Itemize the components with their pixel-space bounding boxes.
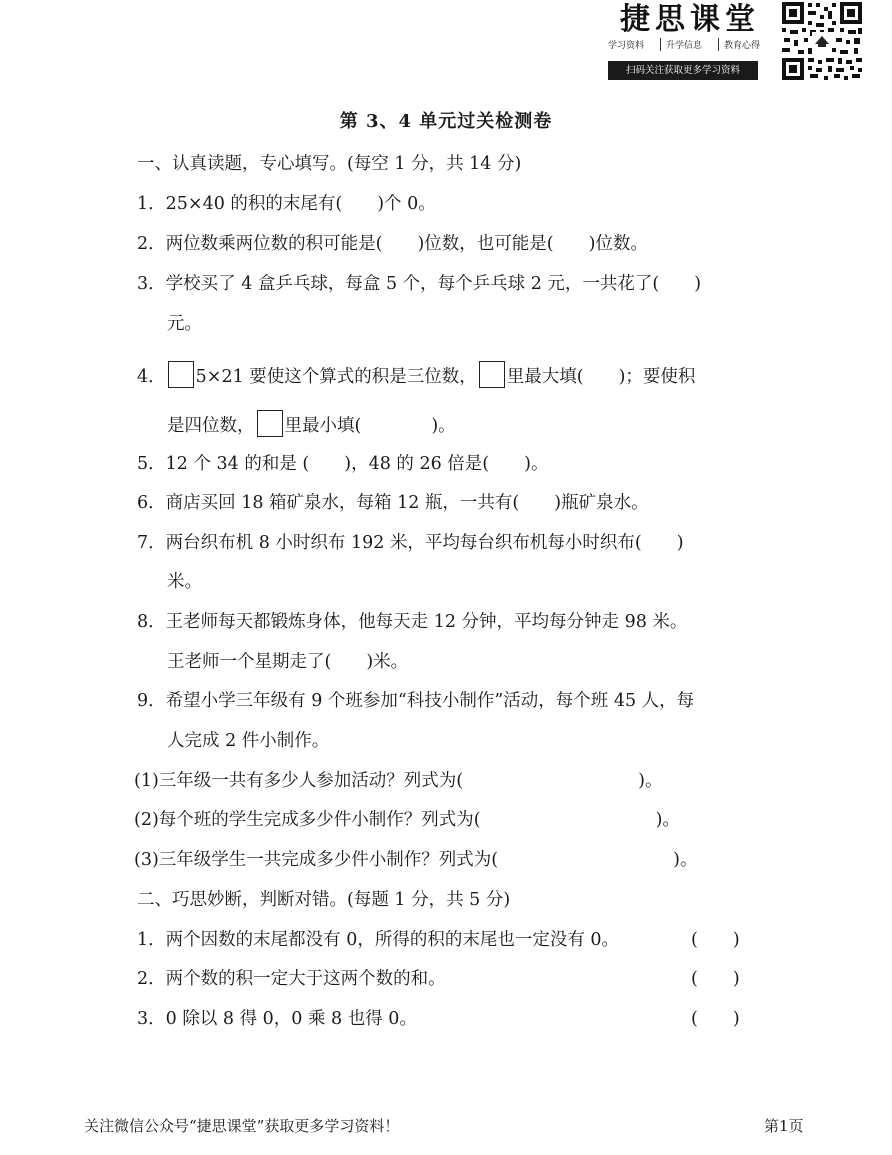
question-number: 5． <box>137 454 166 474</box>
qr-code-icon[interactable] <box>780 0 864 82</box>
question-text: 25×40 的积的末尾有( )个 0。 <box>165 194 436 214</box>
question-text: 两个因数的末尾都没有 0，所得的积的末尾也一定没有 0。 <box>165 930 620 950</box>
page-number: 第1页 <box>764 1117 804 1135</box>
question-7 <box>137 531 684 555</box>
question-text: 两个数的积一定大于这两个数的和。 <box>165 969 446 989</box>
question-5 <box>137 452 548 476</box>
question-9-sub-3: (3)三年级学生一共完成多少件小制作？列式为( )。 <box>134 850 698 870</box>
tag-education-tips: 教育心得 <box>718 38 760 51</box>
question-number: 2． <box>137 969 166 989</box>
judge-item-3 <box>137 1007 417 1031</box>
blank-box[interactable] <box>168 361 194 388</box>
question-text-b: 里最大填( )；要使积 <box>506 367 696 387</box>
question-number: 4． <box>137 367 166 387</box>
question-number: 2． <box>137 234 166 254</box>
section2-heading: 二、巧思妙断，判断对错。(每题 1 分，共 5 分) <box>137 890 511 910</box>
answer-paren[interactable]: ( ) <box>691 969 740 989</box>
question-4 <box>137 361 695 389</box>
question-text: 0 除以 8 得 0，0 乘 8 也得 0。 <box>165 1009 417 1029</box>
question-number: 7． <box>137 533 166 553</box>
question-text-a: 5×21 要使这个算式的积是三位数， <box>195 367 477 387</box>
question-text: 商店买回 18 箱矿泉水，每箱 12 瓶，一共有( )瓶矿泉水。 <box>165 493 649 513</box>
tag-study-materials: 学习资料 <box>608 41 645 51</box>
blank-box[interactable] <box>479 361 505 388</box>
question-number: 8． <box>137 612 166 632</box>
question-text-d: 里最小填( )。 <box>284 416 456 436</box>
question-text: 王老师每天都锻炼身体，他每天走 12 分钟，平均每分钟走 98 米。 <box>165 612 688 632</box>
question-text: 两台织布机 8 小时织布 192 米，平均每台织布机每小时织布( ) <box>165 533 684 553</box>
question-3 <box>137 272 701 296</box>
question-text: 学校买了 4 盒乒乓球，每盒 5 个，每个乒乓球 2 元，一共花了( ) <box>165 274 702 294</box>
question-9 <box>137 689 694 713</box>
question-number: 9． <box>137 691 166 711</box>
question-6 <box>137 491 649 515</box>
logo-text: 捷思课堂 <box>620 2 760 37</box>
question-9-sub-1: (1)三年级一共有多少人参加活动？列式为( )。 <box>134 771 663 791</box>
question-3-cont: 元。 <box>167 314 202 334</box>
question-4-cont <box>167 410 456 438</box>
question-8-cont: 王老师一个星期走了( )米。 <box>167 652 409 672</box>
tag-admission-info: 升学信息 <box>660 38 702 51</box>
section1-heading: 一、认真读题，专心填写。(每空 1 分，共 14 分) <box>137 154 522 174</box>
footer-promo: 关注微信公众号“捷思课堂”获取更多学习资料！ <box>84 1117 400 1135</box>
question-number: 1． <box>137 930 166 950</box>
question-number: 3． <box>137 1009 166 1029</box>
logo-tags <box>608 38 760 51</box>
question-8 <box>137 610 687 634</box>
scan-banner: 扫码关注获取更多学习资料 <box>608 61 758 80</box>
question-number: 3． <box>137 274 166 294</box>
question-number: 6． <box>137 493 166 513</box>
brand-logo <box>606 0 762 86</box>
judge-item-2 <box>137 967 446 991</box>
question-text: 两位数乘两位数的积可能是( )位数，也可能是( )位数。 <box>165 234 648 254</box>
question-9-sub-2: (2)每个班的学生完成多少件小制作？列式为( )。 <box>134 810 680 830</box>
page-title: 第 3、4 单元过关检测卷 <box>339 111 553 132</box>
judge-item-1 <box>137 928 619 952</box>
question-2 <box>137 232 648 256</box>
blank-box[interactable] <box>257 410 283 437</box>
question-1 <box>137 192 436 216</box>
question-text: 12 个 34 的和是 ( )，48 的 26 倍是( )。 <box>165 454 549 474</box>
answer-paren[interactable]: ( ) <box>691 1009 740 1029</box>
answer-paren[interactable]: ( ) <box>691 930 740 950</box>
question-text: 希望小学三年级有 9 个班参加“科技小制作”活动，每个班 45 人，每 <box>165 691 695 711</box>
question-7-cont: 米。 <box>167 572 202 592</box>
question-number: 1． <box>137 194 166 214</box>
question-9-cont: 人完成 2 件小制作。 <box>167 731 330 751</box>
question-text-c: 是四位数， <box>167 416 255 436</box>
